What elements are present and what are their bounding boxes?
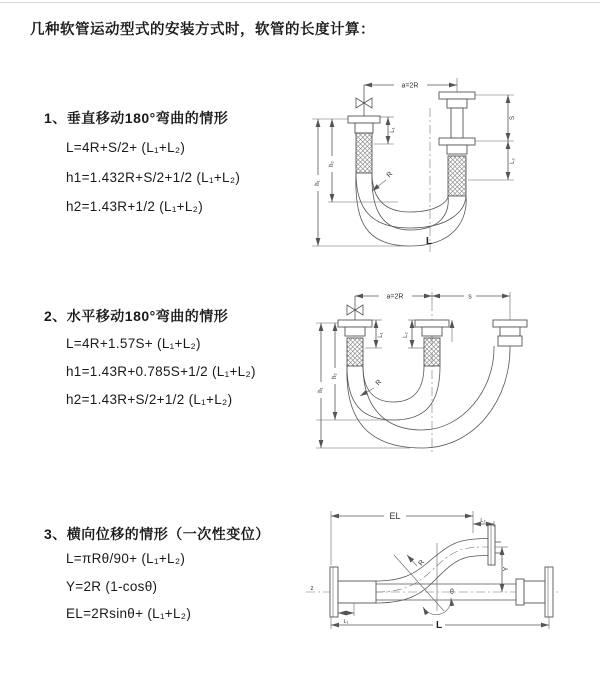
braided-hose-section (347, 338, 363, 366)
braided-hose-section (356, 133, 372, 173)
dim-label-l1: L₁ (343, 619, 349, 625)
rigid-pipe (451, 108, 463, 138)
radius-leader (372, 171, 394, 191)
flange (439, 138, 475, 145)
dim-label-radius: R (374, 378, 384, 388)
dim-label-el: EL (389, 511, 401, 521)
braided-hose-section (424, 338, 440, 366)
rigid-pipe (524, 581, 545, 603)
dim-label-l2: L₂ (510, 158, 516, 164)
flange (493, 320, 527, 327)
union-nut (345, 327, 365, 336)
radius-leader (407, 555, 426, 567)
flange (338, 320, 372, 327)
section3-formula-L: L=πRθ/90+ (L₁+L₂) (66, 551, 186, 566)
dim-label-radius: R (417, 558, 427, 568)
diagram-lateral-displacement (298, 503, 583, 638)
dimension-end1 (338, 603, 354, 625)
union-nut (355, 123, 373, 133)
dim-label-h1: h₁ (318, 387, 324, 393)
flange (415, 320, 449, 327)
dimension-travel-end2 (468, 95, 516, 180)
displaced-flange (488, 525, 501, 565)
angle-construction (394, 543, 454, 615)
diagram-horizontal-180-bend (310, 286, 540, 461)
hose-s-curve (376, 539, 488, 604)
section1-formula-h2: h2=1.43R+1/2 (L₁+L₂) (66, 199, 204, 214)
flange (439, 92, 475, 99)
dim-label-h2: h₂ (332, 373, 338, 379)
section1-formula-L: L=4R+S/2+ (L₁+L₂) (66, 140, 186, 155)
middle-fitting (415, 320, 449, 366)
dim-label-span: a=2R (386, 293, 404, 301)
dimension-offset (495, 547, 510, 592)
section3-heading: 3、横向位移的情形（一次性变位） (44, 526, 270, 542)
section2-formula-h2: h2=1.43R+S/2+1/2 (L₁+L₂) (66, 392, 233, 407)
dim-label-angle: θ (450, 589, 454, 596)
dim-label-h1: h₁ (315, 180, 321, 186)
braided-hose-section (448, 156, 466, 196)
dim-label-h2: h₂ (329, 161, 335, 167)
union-nut (422, 327, 442, 336)
left-pipe-assembly (348, 85, 380, 173)
dim-label-l2: L₂ (480, 518, 486, 524)
flange (545, 567, 553, 617)
dim-label-l1: L₁ (378, 332, 384, 338)
section1-heading: 1、垂直移动180°弯曲的情形 (44, 110, 229, 126)
flange (488, 525, 495, 565)
dimension-length (331, 617, 549, 631)
union-nut (516, 579, 524, 605)
axis-mark: z (310, 586, 314, 592)
right-pipe-assembly (439, 92, 475, 196)
dim-label-travel: s (468, 293, 472, 301)
left-flange-assembly (330, 567, 376, 617)
dim-label-l2: L₂ (403, 332, 409, 338)
section2-heading: 2、水平移动180°弯曲的情形 (44, 308, 229, 324)
union-nut (447, 99, 467, 108)
dim-label-y: Y (503, 566, 510, 572)
diagram-vertical-180-bend (302, 72, 542, 257)
top-divider (0, 2, 600, 3)
union-nut (447, 145, 467, 154)
dim-label-l1: L₁ (390, 127, 396, 133)
union-nut (498, 336, 522, 346)
dim-label-travel: S (510, 115, 516, 121)
flange (330, 567, 338, 617)
dim-label-span: a=2R (401, 82, 419, 90)
dim-label-length: L (435, 620, 443, 631)
section2-formula-h1: h1=1.43R+0.785S+1/2 (L₁+L₂) (66, 364, 256, 379)
radius-leader (360, 379, 383, 396)
dim-label-radius: R (385, 170, 395, 180)
left-fitting (338, 296, 372, 366)
rigid-pipe (338, 581, 376, 603)
section3-formula-EL: EL=2Rsinθ+ (L₁+L₂) (66, 606, 192, 621)
section2-formula-L: L=4R+1.57S+ (L₁+L₂) (66, 336, 201, 351)
union-nut (500, 327, 520, 336)
page-title: 几种软管运动型式的安装方式时，软管的长度计算： (30, 22, 375, 38)
dim-label-length: L (425, 236, 433, 247)
dimension-span (364, 78, 457, 92)
right-fitting (493, 320, 527, 346)
section1-formula-h1: h1=1.432R+S/2+1/2 (L₁+L₂) (66, 170, 241, 185)
section3-formula-Y: Y=2R (1-cosθ) (66, 579, 158, 594)
dimension-span-travel (355, 291, 510, 320)
flange (348, 116, 380, 123)
